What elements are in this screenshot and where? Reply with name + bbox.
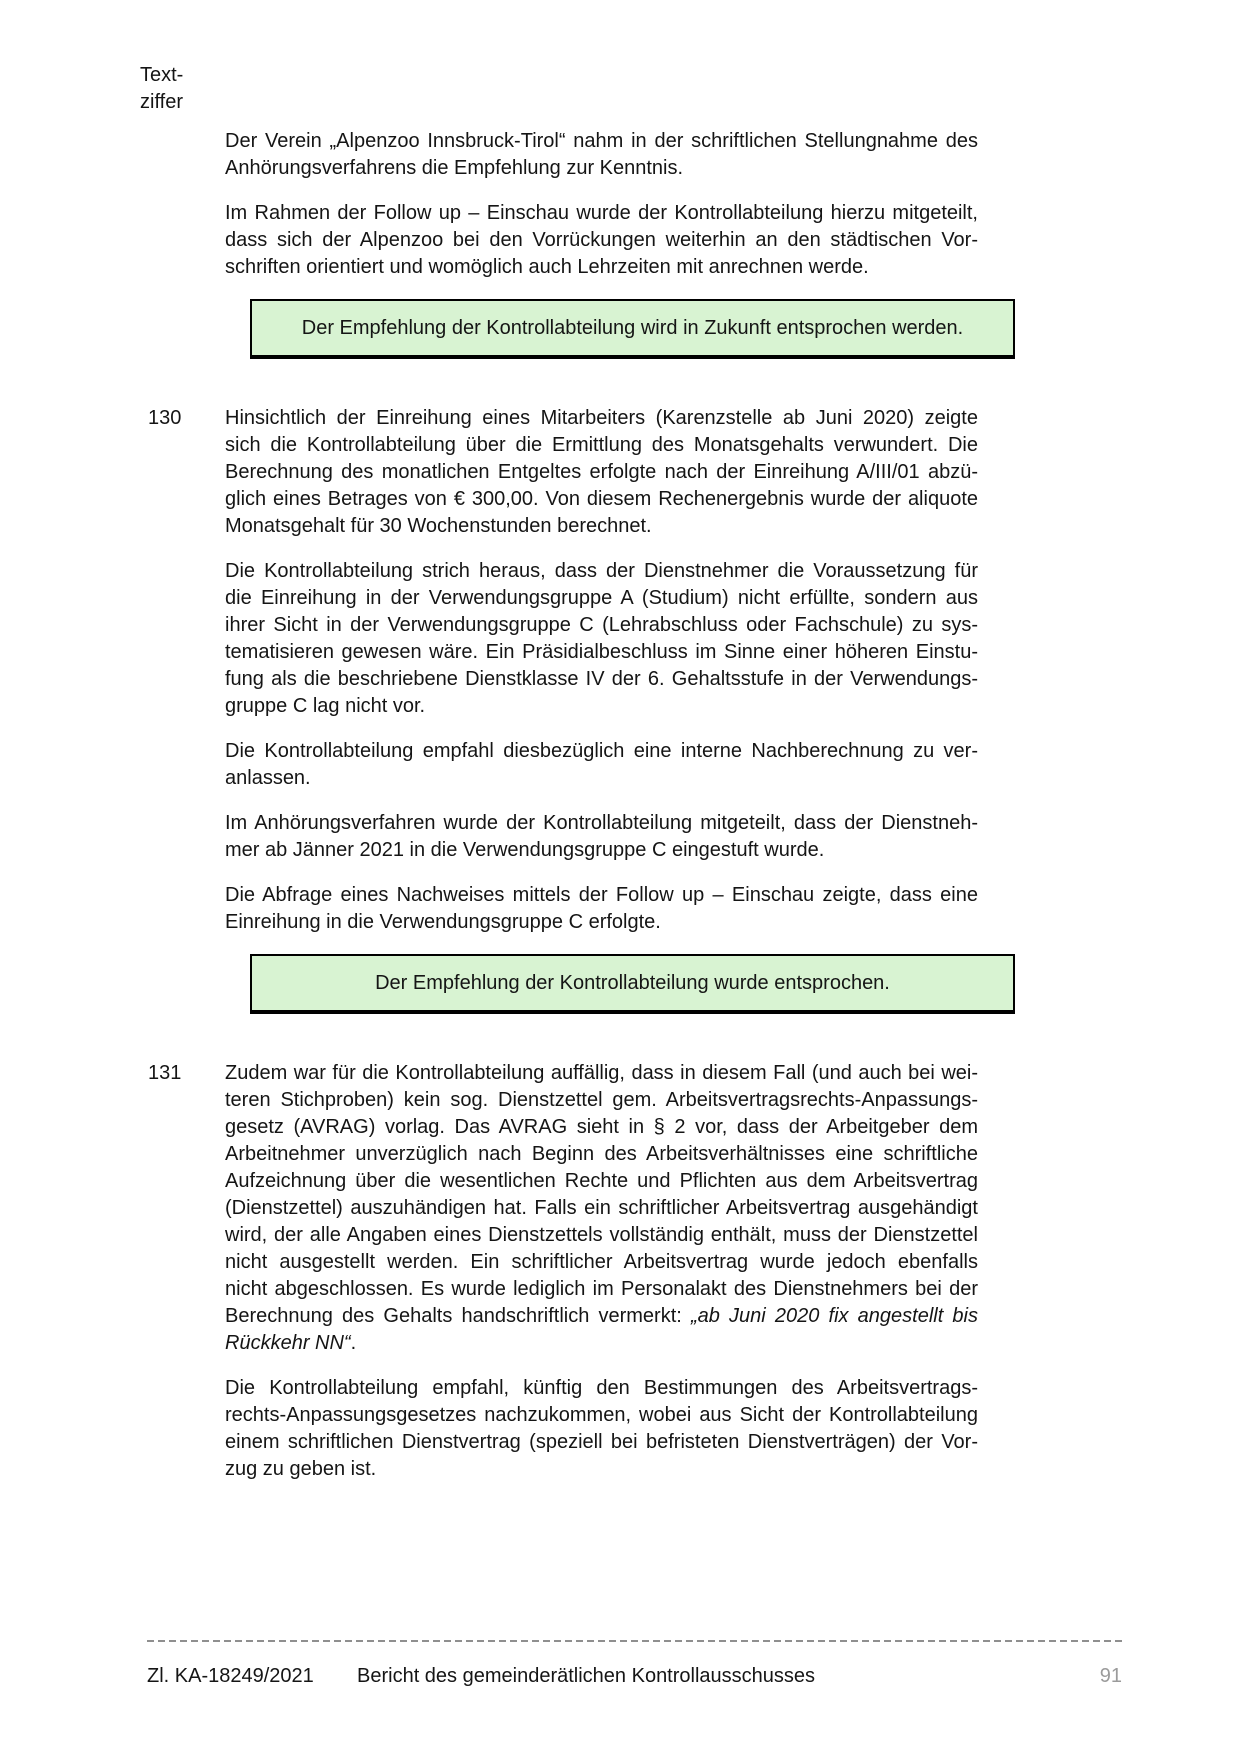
text-line: gruppe C lag nicht vor. <box>225 695 426 717</box>
text-line: Die Kontrollabteilung empfahl diesbezüglich eine interne Nachberechnung zu ver- <box>225 740 978 762</box>
text-line: Die Kontrollabteilung empfahl, künftig den Bestimmungen des Arbeitsvertrags- <box>225 1377 978 1399</box>
section-130 <box>140 405 980 1060</box>
text-line: Monatsgehalt für 30 Wochenstunden berechnet. <box>225 515 652 537</box>
text-line: wird, der alle Angaben eines Dienstzettels vollständig enthält, muss der Dienstzettel <box>225 1224 978 1246</box>
recommendation-box <box>250 954 1015 1014</box>
footer-dashed-line <box>147 1640 1122 1642</box>
text-line: die Einreihung in der Verwendungsgruppe A (Studium) nicht erfüllte, sondern aus <box>225 587 978 609</box>
text-line: Zudem war für die Kontrollabteilung auffällig, dass in diesem Fall (und auch bei wei- <box>225 1062 978 1084</box>
margin-label-textziffer <box>140 62 183 116</box>
text-line: (Dienstzettel) auszuhändigen hat. Falls ein schriftlicher Arbeitsvertrag ausgehändigt <box>225 1197 978 1219</box>
margin-label-line1: Text- <box>140 64 184 86</box>
recommendation-box-text: Der Empfehlung der Kontrollabteilung wird in Zukunft entsprochen werden. <box>301 317 964 339</box>
page-footer <box>147 1640 1122 1690</box>
text-line: Berechnung des monatlichen Entgeltes erfolgte nach der Einreihung A/III/01 abzü- <box>225 461 978 483</box>
text-line: Im Rahmen der Follow up – Einschau wurde der Kontrollabteilung hierzu mitgeteilt, <box>225 202 978 224</box>
quoted-italic-text: Rückkehr NN“ <box>225 1332 351 1354</box>
text-line: sich die Kontrollabteilung über die Ermittlung des Monatsgehalts verwundert. Die <box>225 434 978 456</box>
paragraph <box>225 882 978 936</box>
text-line: Anhörungsverfahrens die Empfehlung zur Kenntnis. <box>225 157 684 179</box>
recommendation-box <box>250 299 1015 359</box>
document-body <box>140 128 980 1483</box>
text-line: Hinsichtlich der Einreihung eines Mitarbeiters (Karenzstelle ab Juni 2020) zeigte <box>225 407 978 429</box>
recommendation-box-text: Der Empfehlung der Kontrollabteilung wurde entsprochen. <box>375 972 890 994</box>
margin-label-line2: ziffer <box>140 91 183 113</box>
text-line: gesetz (AVRAG) vorlag. Das AVRAG sieht in § 2 vor, dass der Arbeitgeber dem <box>225 1116 978 1138</box>
paragraph <box>225 1060 978 1357</box>
textziffer-number-empty <box>140 128 225 405</box>
text-line: zug zu geben ist. <box>225 1458 377 1480</box>
paragraph <box>225 1375 978 1483</box>
text-line: fung als die beschriebene Dienstklasse IV der 6. Gehaltsstufe in der Verwendungs- <box>225 668 978 690</box>
text-line: rechts-Anpassungsgesetzes nachzukommen, wobei aus Sicht der Kontrollabteilung <box>225 1404 978 1426</box>
text-line: Rückkehr NN“. <box>225 1332 357 1354</box>
paragraph <box>225 128 978 182</box>
textziffer-number: 131 <box>148 1062 182 1084</box>
text-line: teren Stichproben) kein sog. Dienstzettel gem. Arbeitsvertragsrechts-Anpassungs- <box>225 1089 978 1111</box>
page-number: 91 <box>1099 1665 1122 1687</box>
text-line: nicht ausgestellt werden. Ein schriftlicher Arbeitsvertrag wurde jedoch ebenfalls <box>225 1251 978 1273</box>
textziffer-number: 130 <box>148 407 182 429</box>
text-line: ihrer Sicht in der Verwendungsgruppe C (Lehrabschluss oder Fachschule) zu sys- <box>225 614 978 636</box>
paragraph <box>225 810 978 864</box>
text-line: tematisieren gewesen wäre. Ein Präsidialbeschluss im Sinne einer höheren Einstu- <box>225 641 978 663</box>
text-line: Der Verein „Alpenzoo Innsbruck-Tirol“ nahm in der schriftlichen Stellungnahme des <box>225 130 978 152</box>
quoted-italic-text: „ab Juni 2020 fix angestellt bis <box>690 1305 978 1327</box>
paragraph <box>225 558 978 720</box>
text-line: glich eines Betrages von € 300,00. Von diesem Rechenergebnis wurde der aliquote <box>225 488 978 510</box>
text-line: anlassen. <box>225 767 311 789</box>
section-131 <box>140 1060 980 1483</box>
footer-title: Bericht des gemeinderätlichen Kontrollausschusses <box>357 1665 816 1687</box>
footer-reference: Zl. KA-18249/2021 <box>147 1665 314 1687</box>
text-line: schriften orientiert und womöglich auch Lehrzeiten mit anrechnen werde. <box>225 256 869 278</box>
text-line: Die Kontrollabteilung strich heraus, dass der Dienstnehmer die Voraussetzung für <box>225 560 978 582</box>
text-line: dass sich der Alpenzoo bei den Vorrückungen weiterhin an den städtischen Vor- <box>225 229 978 251</box>
text-line: mer ab Jänner 2021 in die Verwendungsgruppe C eingestuft wurde. <box>225 839 825 861</box>
text-line: Einreihung in die Verwendungsgruppe C erfolgte. <box>225 911 661 933</box>
section-intro <box>140 128 980 405</box>
paragraph <box>225 738 978 792</box>
text-line: Berechnung des Gehalts handschriftlich vermerkt: „ab Juni 2020 fix angestellt bis <box>225 1305 978 1327</box>
text-line: Die Abfrage eines Nachweises mittels der Follow up – Einschau zeigte, dass eine <box>225 884 978 906</box>
text-line: Arbeitnehmer unverzüglich nach Beginn des Arbeitsverhältnisses eine schriftliche <box>225 1143 978 1165</box>
paragraph <box>225 200 978 281</box>
text-line: einem schriftlichen Dienstvertrag (speziell bei befristeten Dienstverträgen) der Vor- <box>225 1431 978 1453</box>
text-line: Im Anhörungsverfahren wurde der Kontrollabteilung mitgeteilt, dass der Dienstneh- <box>225 812 978 834</box>
text-line: Aufzeichnung über die wesentlichen Rechte und Pflichten aus dem Arbeitsvertrag <box>225 1170 978 1192</box>
text-line: nicht abgeschlossen. Es wurde lediglich im Personalakt des Dienstnehmers bei der <box>225 1278 978 1300</box>
paragraph <box>225 405 978 540</box>
